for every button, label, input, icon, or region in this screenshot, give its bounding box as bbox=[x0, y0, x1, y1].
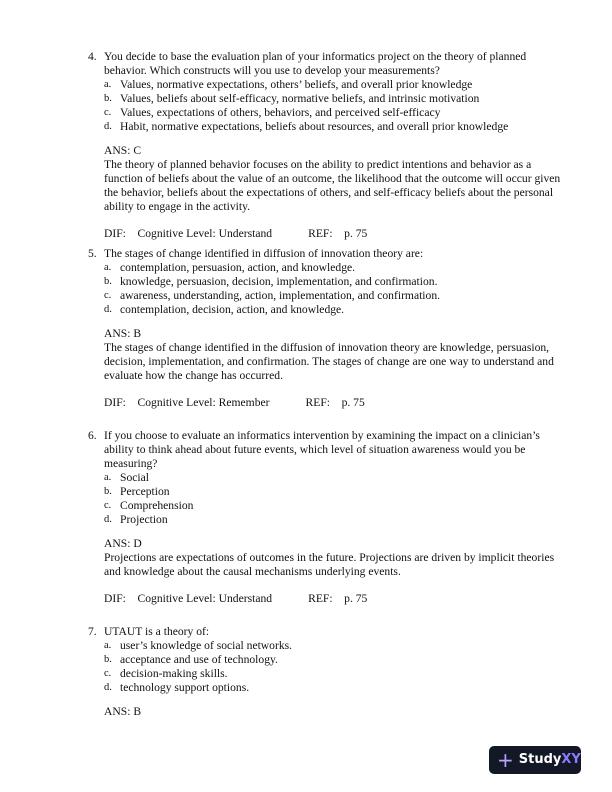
answer-option bbox=[88, 653, 568, 667]
rationale: The theory of planned behavior focuses on the ability to predict intentions and behavior as a function of beliefs about the value of an outcome, the likelihood that the outcome will occur given the behavior, beliefs about the expectations of others, and self-efficacy beliefs about the personal ability to engage in the activity. bbox=[104, 158, 561, 213]
option-text: Values, beliefs about self-efficacy, normative beliefs, and intrinsic motivation bbox=[120, 92, 480, 105]
option-text: technology support options. bbox=[120, 681, 250, 694]
rationale: The stages of change identified in the diffusion of innovation theory are knowledge, persuasion, decision, implementation, and confirmation. The stages of change are one way to understand and evaluate how the change has occurred. bbox=[104, 341, 554, 382]
question-stem bbox=[88, 429, 568, 471]
option-text: Projection bbox=[120, 513, 168, 526]
option-text: contemplation, persuasion, action, and knowledge. bbox=[120, 261, 356, 274]
option-text: user’s knowledge of social networks. bbox=[120, 639, 293, 652]
question-number: 7. bbox=[88, 625, 97, 638]
question-stem bbox=[88, 247, 568, 261]
answer-option bbox=[88, 471, 568, 485]
question-block bbox=[88, 429, 568, 606]
option-text: Values, expectations of others, behaviors, and perceived self-efficacy bbox=[120, 106, 441, 119]
answer-key: ANS: B bbox=[104, 327, 142, 340]
page-reference: REF: p. 75 bbox=[305, 396, 365, 409]
logo-accent: XY bbox=[561, 752, 581, 767]
option-letter: a. bbox=[104, 262, 112, 273]
option-letter: c. bbox=[104, 500, 112, 511]
answer-key: ANS: C bbox=[104, 144, 142, 157]
logo-text: Study bbox=[518, 752, 562, 767]
question-block bbox=[88, 625, 568, 719]
question-line: UTAUT is a theory of: bbox=[104, 625, 210, 638]
option-letter: c. bbox=[104, 290, 112, 301]
option-letter: b. bbox=[104, 93, 112, 104]
page-reference: REF: p. 75 bbox=[308, 592, 368, 605]
option-text: Habit, normative expectations, beliefs about resources, and overall prior knowledge bbox=[120, 120, 509, 133]
option-text: contemplation, decision, action, and knowledge. bbox=[120, 303, 345, 316]
option-letter: d. bbox=[104, 682, 112, 693]
question-line: You decide to base the evaluation plan of your informatics project on the theory of planned bbox=[104, 50, 527, 63]
option-text: acceptance and use of technology. bbox=[120, 653, 278, 666]
answer-option bbox=[88, 485, 568, 499]
option-text: knowledge, persuasion, decision, implementation, and confirmation. bbox=[120, 275, 438, 288]
answer-option bbox=[88, 261, 568, 275]
studyxy-logo[interactable] bbox=[489, 746, 581, 774]
difficulty-reference bbox=[88, 396, 568, 410]
page-reference: REF: p. 75 bbox=[308, 227, 368, 240]
option-letter: b. bbox=[104, 654, 112, 665]
answer-option bbox=[88, 499, 568, 513]
question-line: behavior. Which constructs will you use to develop your measurements? bbox=[104, 64, 440, 77]
answer-option bbox=[88, 681, 568, 695]
answer-option bbox=[88, 120, 568, 134]
rationale: Projections are expectations of outcomes in the future. Projections are driven by implicit theories and knowledge about the causal mechanisms underlying events. bbox=[104, 551, 555, 578]
difficulty: DIF: Cognitive Level: Remember bbox=[104, 396, 270, 409]
question-number: 6. bbox=[88, 429, 97, 442]
option-text: awareness, understanding, action, implementation, and confirmation. bbox=[120, 289, 441, 302]
option-text: Values, normative expectations, others’ beliefs, and overall prior knowledge bbox=[120, 78, 473, 91]
answer-option bbox=[88, 303, 568, 317]
question-stem bbox=[88, 50, 568, 78]
question-number: 5. bbox=[88, 247, 97, 260]
option-text: Perception bbox=[120, 485, 170, 498]
option-letter: b. bbox=[104, 486, 112, 497]
option-letter: c. bbox=[104, 668, 112, 679]
option-letter: a. bbox=[104, 79, 112, 90]
question-line: The stages of change identified in diffusion of innovation theory are: bbox=[104, 247, 424, 260]
option-text: Comprehension bbox=[120, 499, 194, 512]
option-text: decision-making skills. bbox=[120, 667, 228, 680]
option-letter: d. bbox=[104, 514, 112, 525]
difficulty-reference bbox=[88, 592, 568, 606]
answer-option bbox=[88, 275, 568, 289]
option-text: Social bbox=[120, 471, 149, 484]
answer-option bbox=[88, 667, 568, 681]
answer-option bbox=[88, 92, 568, 106]
question-line: measuring? bbox=[104, 457, 158, 470]
plus-icon: + bbox=[497, 748, 514, 772]
difficulty-reference bbox=[88, 227, 568, 241]
question-stem bbox=[88, 625, 568, 639]
option-letter: d. bbox=[104, 304, 112, 315]
answer-key: ANS: D bbox=[104, 537, 142, 550]
answer-key: ANS: B bbox=[104, 705, 142, 718]
question-line: ability to think ahead about future events, which level of situation awareness would you be bbox=[104, 443, 526, 456]
answer-option bbox=[88, 289, 568, 303]
difficulty: DIF: Cognitive Level: Understand bbox=[104, 592, 273, 605]
option-letter: d. bbox=[104, 121, 112, 132]
answer-option bbox=[88, 513, 568, 527]
option-letter: a. bbox=[104, 472, 112, 483]
question-block bbox=[88, 50, 568, 241]
question-block bbox=[88, 247, 568, 410]
question-line: If you choose to evaluate an informatics intervention by examining the impact on a clinician’s bbox=[104, 429, 540, 442]
difficulty: DIF: Cognitive Level: Understand bbox=[104, 227, 273, 240]
option-letter: c. bbox=[104, 107, 112, 118]
answer-option bbox=[88, 639, 568, 653]
answer-option bbox=[88, 78, 568, 92]
option-letter: a. bbox=[104, 640, 112, 651]
option-letter: b. bbox=[104, 276, 112, 287]
answer-option bbox=[88, 106, 568, 120]
question-number: 4. bbox=[88, 50, 97, 63]
